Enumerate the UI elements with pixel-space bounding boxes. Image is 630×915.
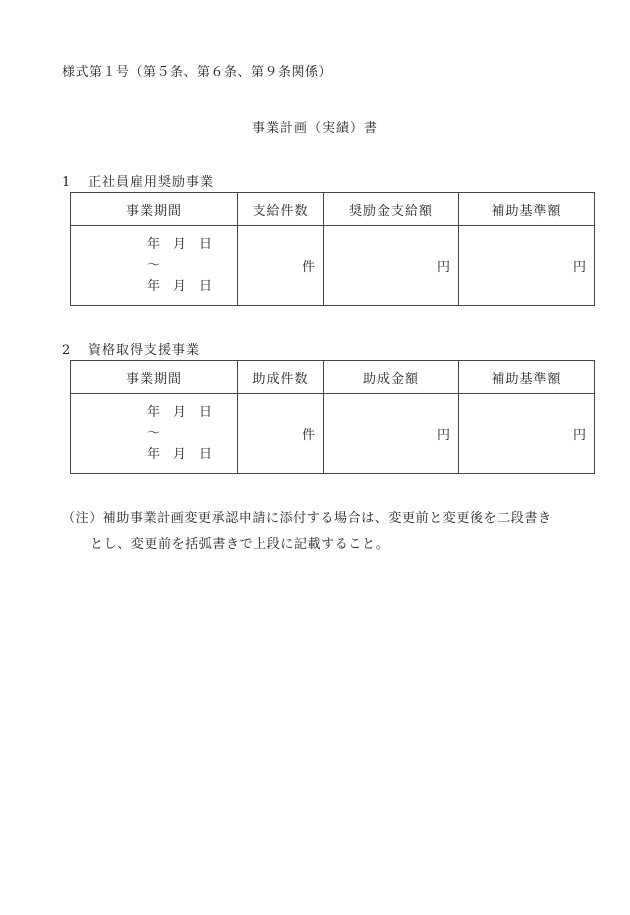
- table-row: [71, 226, 595, 306]
- table-row: [71, 394, 595, 474]
- column-header-period: 事業期間: [71, 193, 238, 226]
- count-unit: 件: [301, 260, 315, 275]
- form-number: 様式第１号（第５条、第６条、第９条関係）: [62, 65, 333, 80]
- standard-cell[interactable]: [459, 226, 595, 306]
- period-cell[interactable]: [71, 394, 238, 474]
- note-line-2: とし、変更前を括弧書きで上段に記載すること。: [90, 537, 390, 552]
- period-to: 年 月 日: [147, 279, 213, 294]
- section-heading: [62, 339, 200, 358]
- amount-unit: 円: [436, 260, 450, 275]
- standard-unit: 円: [572, 428, 586, 443]
- column-header-period: 事業期間: [71, 361, 238, 394]
- period-to: 年 月 日: [147, 447, 213, 462]
- table-header-row: [71, 361, 595, 394]
- period-from: 年 月 日: [147, 237, 213, 252]
- column-header-amount: 奨励金支給額: [324, 193, 459, 226]
- column-header-standard: 補助基準額: [459, 193, 595, 226]
- section-title: 資格取得支援事業: [88, 343, 201, 358]
- count-unit: 件: [301, 428, 315, 443]
- period-from: 年 月 日: [147, 405, 213, 420]
- period-cell[interactable]: [71, 226, 238, 306]
- standard-unit: 円: [572, 260, 586, 275]
- period-tilde: ～: [147, 426, 161, 441]
- section-title: 正社員雇用奨励事業: [88, 175, 215, 190]
- period-tilde: ～: [147, 258, 161, 273]
- employment-incentive-table: [70, 192, 595, 306]
- count-cell[interactable]: [238, 226, 324, 306]
- amount-cell[interactable]: [324, 226, 459, 306]
- amount-cell[interactable]: [324, 394, 459, 474]
- note-line-1: （注）補助事業計画変更承認申請に添付する場合は、変更前と変更後を二段書き: [62, 511, 552, 526]
- qualification-support-table: [70, 360, 595, 474]
- column-header-count: 支給件数: [238, 193, 324, 226]
- amount-unit: 円: [436, 428, 450, 443]
- table-header-row: [71, 193, 595, 226]
- document-title: 事業計画（実績）書: [251, 121, 378, 136]
- note: [62, 506, 592, 558]
- column-header-count: 助成件数: [238, 361, 324, 394]
- section-heading: [62, 171, 214, 190]
- section-number: 1: [62, 175, 72, 190]
- column-header-standard: 補助基準額: [459, 361, 595, 394]
- column-header-amount: 助成金額: [324, 361, 459, 394]
- section-number: 2: [62, 343, 72, 358]
- count-cell[interactable]: [238, 394, 324, 474]
- standard-cell[interactable]: [459, 394, 595, 474]
